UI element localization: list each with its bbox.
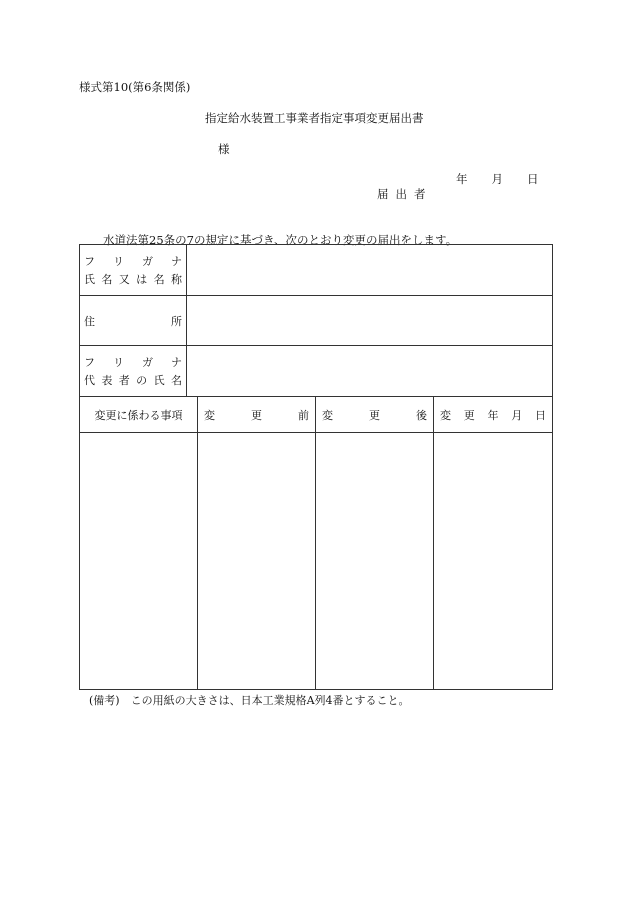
day-label: 日 xyxy=(527,172,539,186)
furigana-label: フ リ ガ ナ xyxy=(84,255,182,268)
name-field[interactable] xyxy=(187,245,553,296)
address-field[interactable] xyxy=(187,296,553,346)
change-date-header: 変 更 年 月 日 xyxy=(434,397,553,433)
year-label: 年 xyxy=(456,172,468,186)
changes-body-row xyxy=(80,433,553,690)
change-date-field[interactable] xyxy=(434,433,553,690)
recipient-suffix: 様 xyxy=(218,142,230,156)
remarks-note: (備考) この用紙の大きさは、日本工業規格A列4番とすること。 xyxy=(89,694,410,707)
before-change-header: 変 更 前 xyxy=(198,397,316,433)
representative-name-field[interactable] xyxy=(187,346,553,397)
changed-item-header: 変更に係わる事項 xyxy=(80,397,198,433)
applicant-table xyxy=(79,244,553,397)
name-label: 氏 名 又 は 名 称 xyxy=(84,273,182,286)
name-label-cell xyxy=(80,245,187,296)
before-change-field[interactable] xyxy=(198,433,316,690)
notifier-label: 届出者 xyxy=(377,187,433,201)
address-label-cell xyxy=(80,296,187,346)
form-number-label: 様式第10(第6条関係) xyxy=(79,80,191,94)
address-label: 住 所 xyxy=(84,314,182,328)
month-label: 月 xyxy=(491,172,503,186)
after-change-header: 変 更 後 xyxy=(316,397,434,433)
representative-label-cell xyxy=(80,346,187,397)
document-title: 指定給水装置工事業者指定事項変更届出書 xyxy=(205,111,424,125)
representative-furigana-label: フ リ ガ ナ xyxy=(84,356,182,369)
after-change-field[interactable] xyxy=(316,433,434,690)
statement-text: 水道法第25条の7の規定に基づき、次のとおり変更の届出をします。 xyxy=(103,233,458,247)
changed-item-field[interactable] xyxy=(80,433,198,690)
changes-header-row xyxy=(80,397,553,433)
date-line xyxy=(456,171,539,187)
changes-table xyxy=(79,396,553,690)
representative-name-label: 代 表 者 の 氏 名 xyxy=(84,374,182,387)
